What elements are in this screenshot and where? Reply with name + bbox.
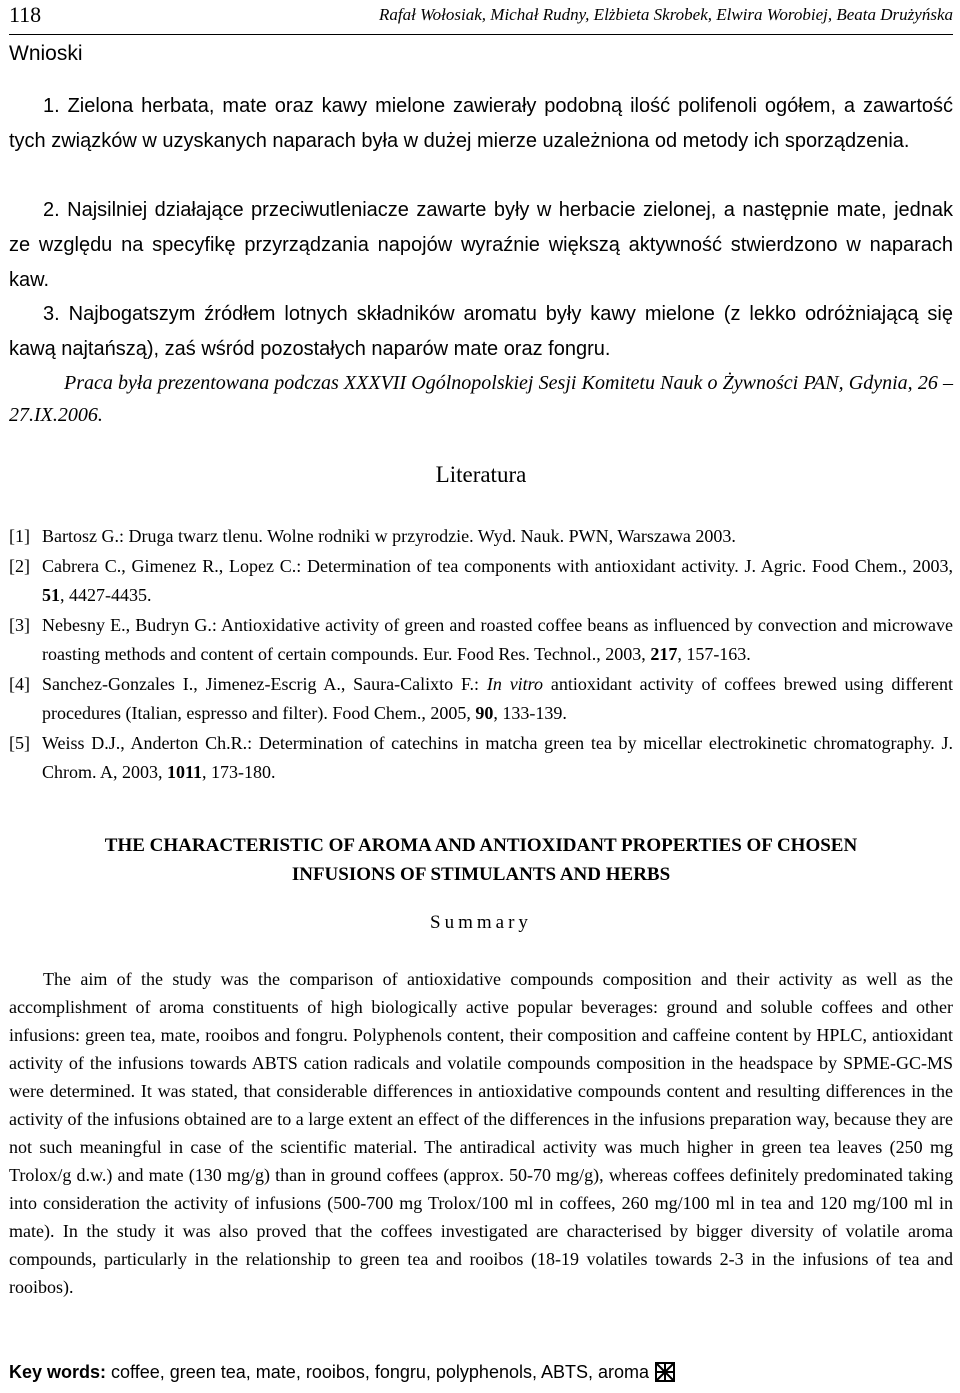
- reference-authors: Sanchez-Gonzales I., Jimenez-Escrig A., Saura-Calixto F.: [42, 674, 475, 694]
- end-of-article-icon: [655, 1362, 675, 1387]
- running-title: Rafał Wołosiak, Michał Rudny, Elżbieta Skrobek, Elwira Worobiej, Beata Drużyńska: [379, 5, 953, 24]
- reference-volume: 217: [650, 644, 678, 664]
- english-title-line: INFUSIONS OF STIMULANTS AND HERBS: [291, 864, 671, 885]
- reference-number: [4]: [9, 674, 30, 694]
- english-title-line: THE CHARACTERISTIC OF AROMA AND ANTIOXIDANT PROPERTIES OF CHOSEN: [104, 835, 858, 856]
- page-number: 118: [9, 2, 42, 27]
- reference-item: [9, 552, 953, 610]
- reference-number: [1]: [9, 526, 30, 546]
- english-title: [9, 831, 953, 889]
- reference-text: : Druga twarz tlenu. Wolne rodniki w przyrodzie. Wyd. Nauk. PWN, Warszawa 2003.: [118, 526, 736, 546]
- conclusions-heading: Wnioski: [9, 42, 83, 65]
- literature-heading: Literatura: [435, 462, 527, 487]
- reference-volume: 1011: [167, 762, 203, 782]
- reference-authors: Weiss D.J., Anderton Ch.R.: [42, 733, 248, 753]
- reference-number: [3]: [9, 615, 30, 635]
- reference-text: : Determination of tea components with antioxidant activity. J. Agric. Food Chem., 2003,: [296, 556, 953, 576]
- reference-text: antioxidant activity of coffees brewed using different procedures (Italian, espresso and filter). Food Chem., 2005,: [42, 674, 953, 723]
- reference-volume: 90: [475, 703, 494, 723]
- reference-text: : Antioxidative activity of green and roasted coffee beans as influenced by convection and microwave roasting methods and content of certain compounds. Eur. Food Res. Technol., 2003,: [42, 615, 953, 664]
- conclusion-item: 3. Najbogatszym źródłem lotnych składników aromatu były kawy mielone (z lekko odróżniającą się kawą najtańszą), zaś wśród pozostałych naparów mate oraz fongru.: [9, 303, 953, 360]
- reference-italic: In vitro: [486, 674, 544, 694]
- keywords-text: coffee, green tea, mate, rooibos, fongru, polyphenols, ABTS, aroma: [106, 1362, 650, 1382]
- reference-number: [5]: [9, 733, 30, 753]
- conclusion-item: 2. Najsilniej działające przeciwutleniacze zawarte były w herbacie zielonej, a następnie mate, jednak ze względu na specyfikę przyrządzania napojów wyraźnie większą aktywność stwierdzono w naparach kaw.: [9, 199, 953, 291]
- reference-number: [2]: [9, 556, 30, 576]
- keywords-line: [9, 1362, 675, 1387]
- conclusion-item: 1. Zielona herbata, mate oraz kawy mielone zawierały podobną ilość polifenoli ogółem, a zawartość tych związków w uzyskanych naparach była w dużej mierze uzależniona od metody ich sporządzenia.: [9, 95, 953, 152]
- reference-pages: , 133-139.: [493, 703, 567, 723]
- reference-text: : Determination of catechins in matcha green tea by micellar electrokinetic chromatography. J. Chrom. A, 2003,: [42, 733, 953, 782]
- reference-pages: , 157-163.: [677, 644, 751, 664]
- reference-item: [9, 611, 953, 669]
- reference-authors: Nebesny E., Budryn G.: [42, 615, 212, 635]
- reference-item: [4] Sanchez-Gonzales I., Jimenez-Escrig A., Saura-Calixto F.: In vitro antioxidant activity of coffees brewed using different procedures (Italian, espresso and filter). Food Chem., 2005, 90, 133-139.: [9, 670, 953, 728]
- reference-item: [9, 729, 953, 787]
- keywords-label: Key words:: [9, 1362, 107, 1382]
- reference-pages: , 173-180.: [202, 762, 276, 782]
- reference-authors: Bartosz G.: [42, 526, 119, 546]
- reference-volume: 51: [42, 585, 60, 605]
- presentation-note: Praca była prezentowana podczas XXXVII Ogólnopolskiej Sesji Komitetu Nauk o Żywności PAN, Gdynia, 26 – 27.IX.2006.: [9, 372, 953, 426]
- reference-pages: , 4427-4435.: [60, 585, 152, 605]
- reference-list: [9, 522, 953, 788]
- summary-text: The aim of the study was the comparison of antioxidative compounds composition and their activity as well as the accomplishment of aroma constituents of high biologically active popular beverages: ground and soluble coffees and other infusions: green tea, mate, rooibos and fongru. Polyphenols content, their composition and caffeine content by HPLC, antioxidant activity of the infusions towards ABTS cation radicals and volatile compounds composition in the headspace by SPME-GC-MS were determined. It was stated, that considerable differences in antioxidative compounds content and resulting differences in the activity of the infusions obtained are to a large extent an effect of the differences in the infusions preparation way, because they are not such meaningful in case of the scientific material. The antiradical activity was much higher in green tea leaves (250 mg Trolox/g d.w.) and mate (130 mg/g) than in ground coffees (approx. 50-70 mg/g), whereas coffees definitely predominated taking into consideration the activity of infusions (500-700 mg Trolox/100 ml in coffees, 260 mg/100 ml in tea and 120 mg/100 ml in mate). In the study it was also proved that the coffees investigated are characterised by bigger diversity of volatile aroma compounds, particularly in the relationship to green tea and rooibos (18-19 volatiles towards 2-3 in the infusions of tea and rooibos).: [9, 969, 953, 1297]
- reference-authors: Cabrera C., Gimenez R., Lopez C.: [42, 556, 297, 576]
- reference-item: [9, 522, 953, 551]
- page-header: [9, 0, 953, 35]
- summary-heading: Summary: [430, 912, 532, 933]
